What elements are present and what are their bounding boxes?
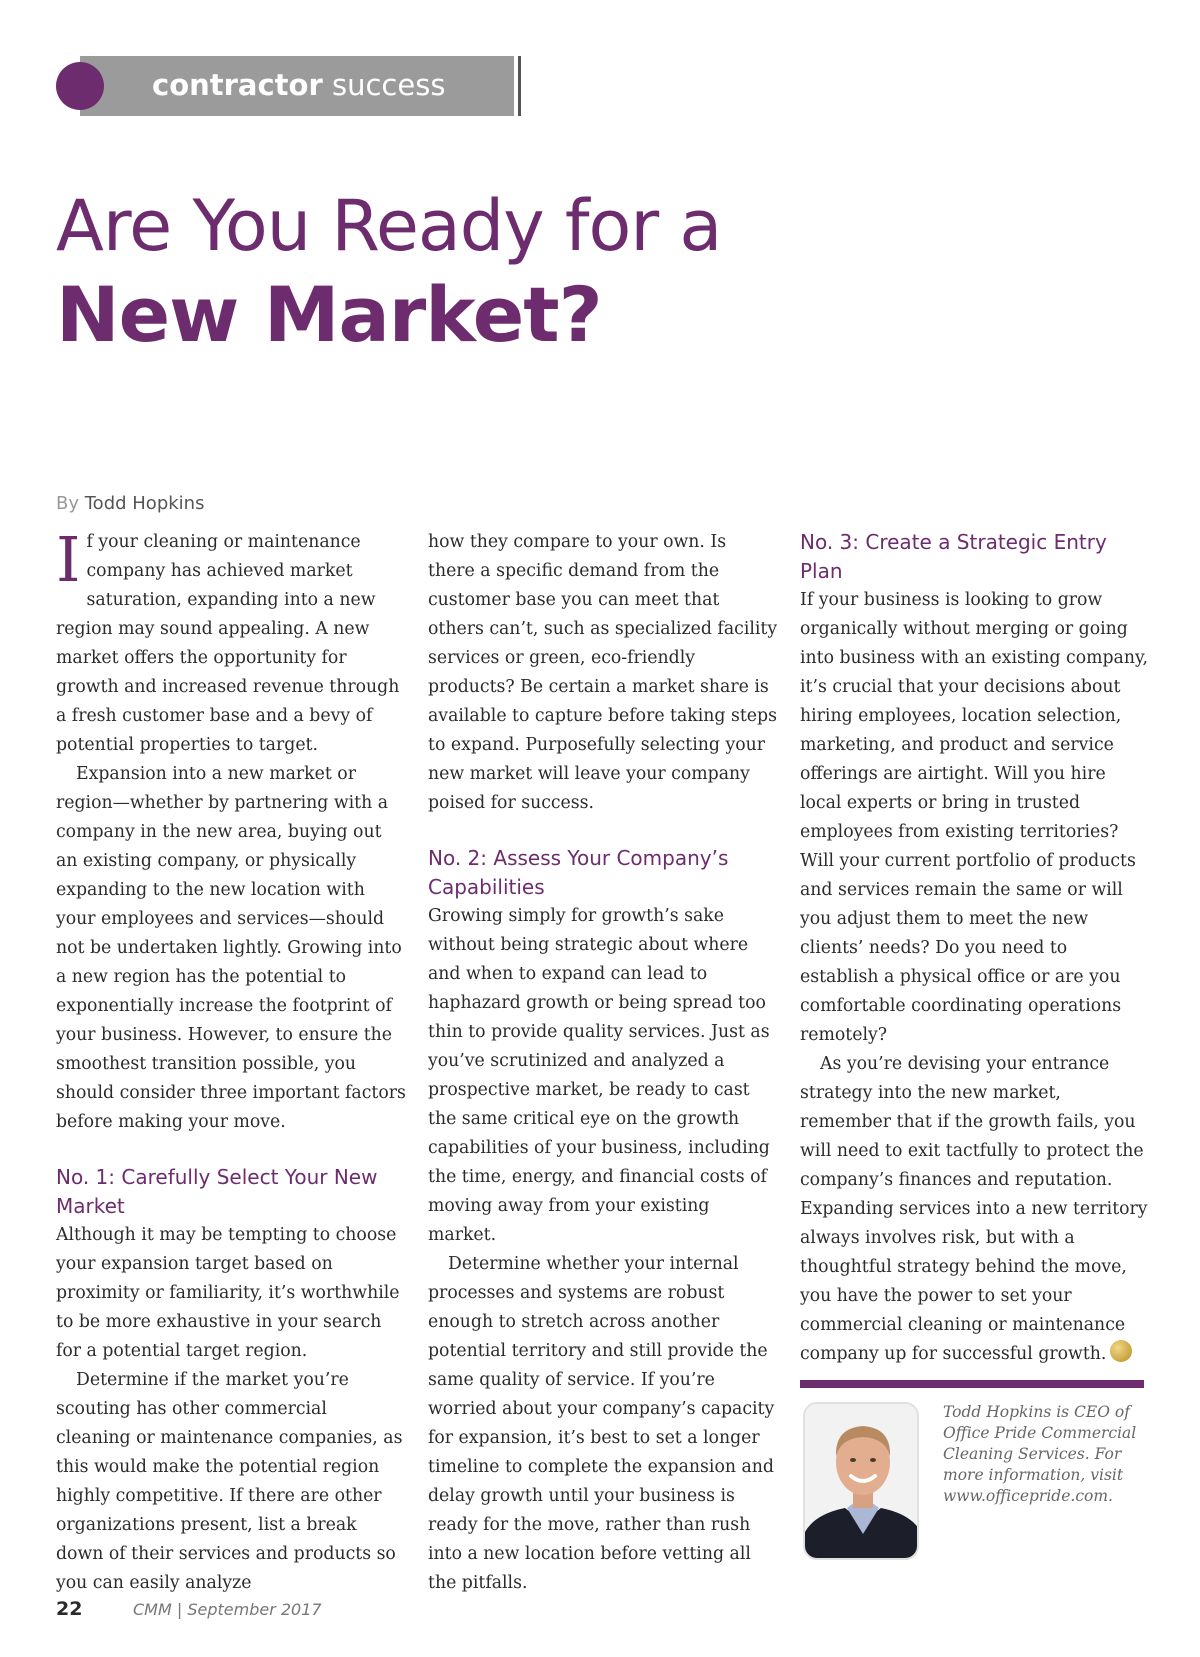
- paragraph: how they compare to your own. Is there a specific demand from the customer base you can meet that others can’t, such as specialized facility services or green, eco-friendly products? Be certain a market share is available to capture before taking steps to expand. Purposefully selecting your new market will leave your company poised for success.: [428, 532, 778, 813]
- publication-info: CMM | September 2017: [133, 1600, 322, 1619]
- author-divider: [800, 1380, 1144, 1388]
- paragraph: Although it may be tempting to choose your expansion target based on proximity or familiarity, it’s worthwhile to be more exhaustive in your search for a potential target region.: [56, 1225, 400, 1361]
- drop-cap: I: [56, 523, 81, 596]
- paragraph: Expansion into a new market or region—whether by partnering with a company in the new area, buying out an existing company, or physically expanding to the new location with your employees and services—should not be undertaken lightly. Growing into a new region has the potential to exponentially increase the footprint of your business. However, to ensure the smoothest transition possible, you should consider three important factors before making your move.: [56, 764, 406, 1132]
- article-title-line2: New Market?: [56, 270, 602, 359]
- paragraph: [56, 523, 406, 760]
- paragraph: [800, 1050, 1148, 1369]
- byline-author: Todd Hopkins: [84, 493, 205, 514]
- author-photo: [803, 1402, 919, 1560]
- column-3: [800, 528, 1148, 1369]
- author-portrait-icon: [805, 1404, 919, 1560]
- page-number: 22: [56, 1598, 83, 1620]
- section-header-circle: [56, 62, 104, 110]
- section-label-light: success: [332, 68, 446, 102]
- end-mark-icon: [1110, 1340, 1132, 1362]
- section-header: [56, 56, 466, 116]
- column-1: [56, 523, 406, 1598]
- section-label: [152, 68, 445, 102]
- section-label-bold: contractor: [152, 68, 323, 102]
- paragraph-text: As you’re devising your entrance strategy into the new market, remember that if the growth fails, you will need to exit tactfully to protect the company’s finances and reputation. Expanding services into a new territory always involves risk, but with a thoughtful strategy behind the move, you have the power to set your commercial cleaning or maintenance company up for successful growth.: [800, 1054, 1148, 1364]
- paragraph: If your business is looking to grow organically without merging or going into business with an existing company, it’s crucial that your decisions about hiring employees, location selection, marketing, and product and service offerings are airtight. Will you hire local experts or bring in trusted employees from existing territories? Will your current portfolio of products and services remain the same or will you adjust them to meet the new clients’ needs? Do you need to establish a physical office or are you comfortable coordinating operations remotely?: [800, 590, 1148, 1045]
- paragraph-text: f your cleaning or maintenance company has achieved market saturation, expanding into a new region may sound appealing. A new market offers the opportunity for growth and increased revenue through a fresh customer base and a bevy of potential properties to target.: [56, 532, 400, 755]
- byline-by: By: [56, 493, 80, 514]
- author-bio: Todd Hopkins is CEO of Office Pride Commercial Cleaning Services. For more information, visit www.officepride.com.: [943, 1403, 1137, 1505]
- article-title-line1: Are You Ready for a: [56, 185, 722, 267]
- subheading-no1: No. 1: Carefully Select Your New Market: [56, 1165, 378, 1218]
- paragraph: Determine whether your internal processes and systems are robust enough to stretch across another potential territory and still provide the same quality of service. If you’re worried about your company’s capacity for expansion, it’s best to set a longer timeline to complete the expansion and delay growth until your business is ready for the move, rather than rush into a new location before vetting all the pitfalls.: [428, 1254, 775, 1593]
- section-header-rule: [518, 56, 521, 116]
- byline: [56, 493, 204, 514]
- subheading-no2: No. 2: Assess Your Company’s Capabilities: [428, 846, 729, 899]
- paragraph: Determine if the market you’re scouting has other commercial cleaning or maintenance companies, as this would make the potential region highly competitive. If there are other organizations present, list a break down of their services and products so you can easily analyze: [56, 1370, 403, 1593]
- subheading-no3: No. 3: Create a Strategic Entry Plan: [800, 530, 1107, 583]
- column-2: [428, 528, 778, 1598]
- paragraph: Growing simply for growth’s sake without being strategic about where and when to expand can lead to haphazard growth or being spread too thin to provide quality services. Just as you’ve scrutinized and analyzed a prospective market, be ready to cast the same critical eye on the growth capabilities of your business, including the time, energy, and financial costs of moving away from your existing market.: [428, 906, 770, 1245]
